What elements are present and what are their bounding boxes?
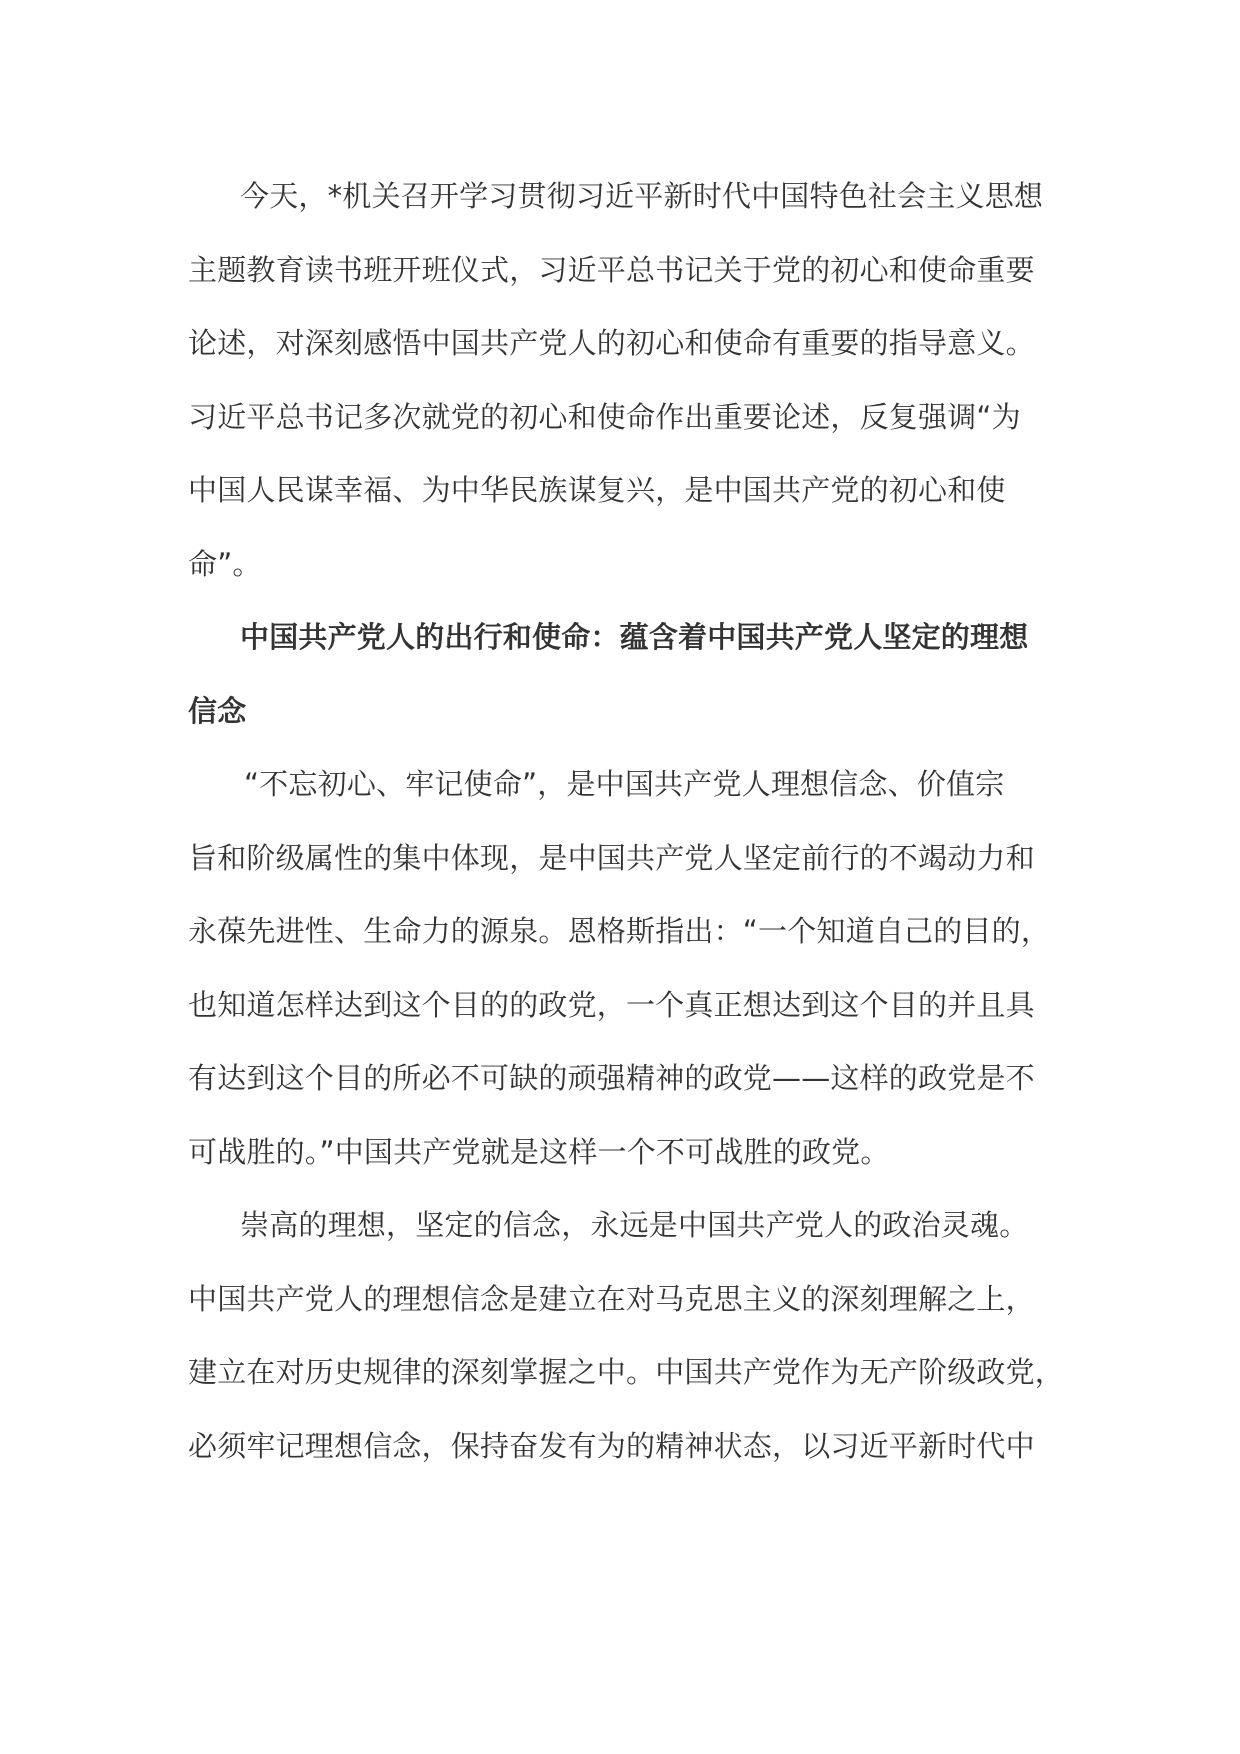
text-line: 今天，*机关召开学习贯彻习近平新时代中国特色社会主义思想 xyxy=(240,179,1044,213)
text-line: 可战胜的。”中国共产党就是这样一个不可战胜的政党。 xyxy=(188,1134,890,1169)
text-line: 习近平总书记多次就党的初心和使命作出重要论述，反复强调“为 xyxy=(188,399,1021,434)
text-line: 也知道怎样达到这个目的的政党，一个真正想达到这个目的并且具 xyxy=(188,987,1035,1022)
text-line: 中国共产党人的理想信念是建立在对马克思主义的深刻理解之上， xyxy=(188,1281,1035,1316)
text-line: 建立在对历史规律的深刻掌握之中。中国共产党作为无产阶级政党， xyxy=(188,1355,1065,1389)
text-line: 有达到这个目的所必不可缺的顽强精神的政党——这样的政党是不 xyxy=(188,1061,1035,1095)
text-line: 必须牢记理想信念，保持奋发有为的精神状态，以习近平新时代中 xyxy=(188,1428,1035,1463)
text-line: 命”。 xyxy=(188,546,262,581)
text-line: “不忘初心、牢记使命”，是中国共产党人理想信念、价值宗 xyxy=(244,767,1005,801)
paragraph-3 xyxy=(188,1189,1068,1483)
heading-line: 中国共产党人的出行和使命：蕴含着中国共产党人坚定的理想 xyxy=(240,620,1029,654)
text-line: 论述，对深刻感悟中国共产党人的初心和使命有重要的指导意义。 xyxy=(188,326,1035,360)
document-body xyxy=(188,160,1068,1483)
text-line: 永葆先进性、生命力的源泉。恩格斯指出：“一个知道自己的目的， xyxy=(188,914,1051,948)
heading-line: 信念 xyxy=(188,693,247,728)
text-line: 旨和阶级属性的集中体现，是中国共产党人坚定前行的不竭动力和 xyxy=(188,840,1035,875)
text-line: 中国人民谋幸福、为中华民族谋复兴，是中国共产党的初心和使 xyxy=(188,473,1006,507)
paragraph-2 xyxy=(188,748,1068,1189)
paragraph-1 xyxy=(188,160,1068,601)
text-line: 主题教育读书班开班仪式，习近平总书记关于党的初心和使命重要 xyxy=(188,252,1035,287)
text-line: 崇高的理想，坚定的信念，永远是中国共产党人的政治灵魂。 xyxy=(240,1208,1029,1242)
section-heading xyxy=(188,601,1068,748)
